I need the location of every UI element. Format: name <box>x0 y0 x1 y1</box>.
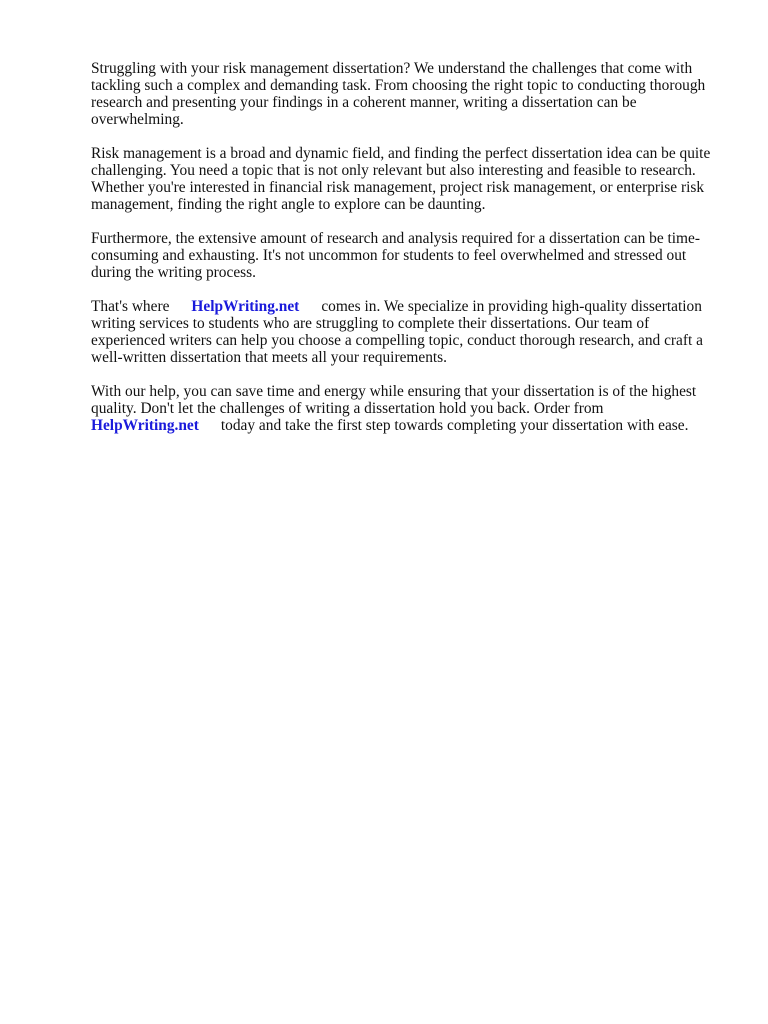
paragraph-closing <box>91 383 721 434</box>
paragraph-closing-tail: today and take the first step towards completing your dissertation with ease. <box>220 417 689 434</box>
paragraph-service <box>91 298 721 366</box>
paragraph-service-body: comes in. We specialize in providing high-quality dissertation writing services to students who are struggling to complete their dissertations. Our team of experienced writers can help you choose a compelling topic, conduct thorough research, and craft a well-written dissertation that meets all your requirements. <box>91 298 703 366</box>
paragraph-research: Furthermore, the extensive amount of research and analysis required for a dissertation can be time- consuming and exhausting. It's not uncommon for students to feel overwhelmed and stressed out during the writing process. <box>91 230 700 281</box>
paragraph-service-lead: That's where <box>91 298 170 315</box>
paragraph-closing-lead: With our help, you can save time and energy while ensuring that your dissertation is of the highest quality. Don't let the challenges of writing a dissertation hold you back. Order from <box>91 383 697 417</box>
paragraph-field: Risk management is a broad and dynamic field, and finding the perfect dissertation idea can be quite challenging. You need a topic that is not only relevant but also interesting and feasible to research. Whether you're interested in financial risk management, project risk management, or enterprise risk management, finding the right angle to explore can be daunting. <box>91 145 711 213</box>
helpwriting-order-link[interactable]: HelpWriting.net <box>91 417 199 434</box>
helpwriting-link[interactable]: HelpWriting.net <box>191 298 300 315</box>
paragraph-intro: Struggling with your risk management dissertation? We understand the challenges that come with tackling such a complex and demanding task. From choosing the right topic to conducting thorough research and presenting your findings in a coherent manner, writing a dissertation can be overwhelming. <box>91 60 706 128</box>
document-page <box>91 60 721 451</box>
